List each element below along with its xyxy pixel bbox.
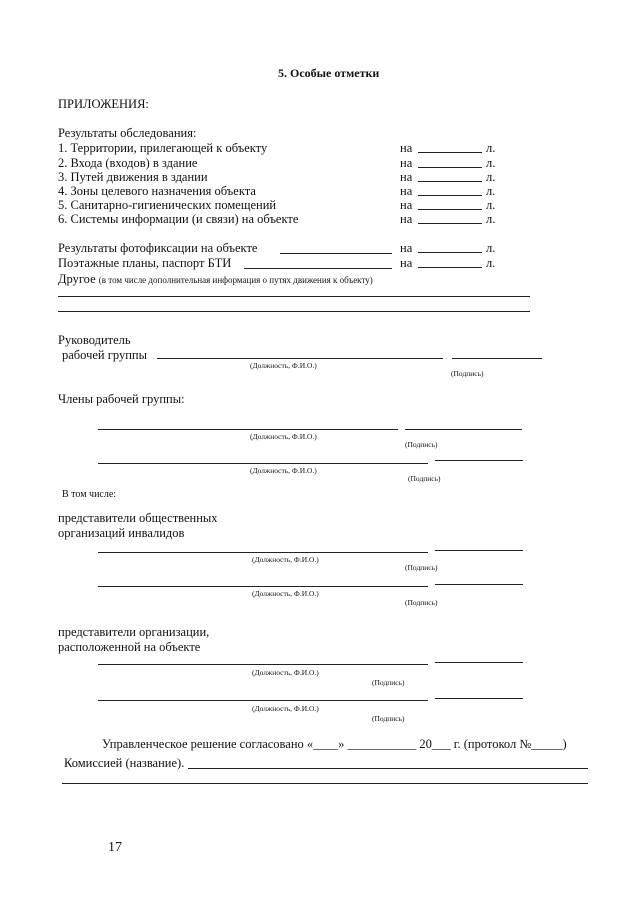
sheets-label: л.	[486, 184, 496, 198]
leader-label-1: Руководитель	[58, 333, 131, 347]
na-label: на	[400, 241, 413, 255]
other-label	[58, 272, 373, 287]
photo-results-row	[58, 241, 578, 256]
commission-field[interactable]	[188, 768, 588, 769]
position-caption: (Должность, Ф.И.О.)	[252, 668, 319, 677]
org-reps-label-1: представители организации,	[58, 625, 210, 639]
signature-caption: (Подпись)	[405, 598, 438, 607]
na-label: на	[400, 256, 413, 270]
including-label: В том числе:	[62, 489, 117, 500]
public-rep-position-field[interactable]	[98, 586, 428, 587]
survey-item-row	[58, 212, 578, 227]
appendices-heading: ПРИЛОЖЕНИЯ:	[58, 97, 149, 111]
survey-item-row	[58, 141, 578, 156]
signature-caption: (Подпись)	[372, 714, 405, 723]
org-rep-signature-field[interactable]	[435, 698, 523, 699]
na-label: на	[400, 141, 413, 155]
signature-caption: (Подпись)	[372, 678, 405, 687]
other-label-text: Другое	[58, 272, 96, 286]
org-rep-signature-field[interactable]	[435, 662, 523, 663]
survey-item-label: 1. Территории, прилегающей к объекту	[58, 141, 268, 155]
member-signature-field[interactable]	[435, 460, 523, 461]
position-caption: (Должность, Ф.И.О.)	[250, 432, 317, 441]
sheets-count-field[interactable]	[418, 267, 482, 268]
public-rep-signature-field[interactable]	[435, 550, 523, 551]
public-rep-signature-field[interactable]	[435, 584, 523, 585]
position-caption: (Должность, Ф.И.О.)	[250, 466, 317, 475]
page-number: 17	[108, 840, 122, 855]
sheets-count-field[interactable]	[418, 209, 482, 210]
na-label: на	[400, 170, 413, 184]
member-position-field[interactable]	[98, 429, 398, 430]
na-label: на	[400, 156, 413, 170]
org-reps-label-2: расположенной на объекте	[58, 640, 201, 654]
leader-position-field[interactable]	[157, 358, 443, 359]
survey-item-row	[58, 184, 578, 199]
survey-item-row	[58, 198, 578, 213]
sheets-label: л.	[486, 156, 496, 170]
member-signature-field[interactable]	[405, 429, 522, 430]
member-position-field[interactable]	[98, 463, 428, 464]
leader-label-2: рабочей группы	[62, 348, 147, 362]
sheets-count-field[interactable]	[418, 195, 482, 196]
survey-item-label: 5. Санитарно-гигиенических помещений	[58, 198, 277, 212]
position-caption: (Должность, Ф.И.О.)	[250, 361, 317, 370]
photo-results-label: Результаты фотофиксации на объекте	[58, 241, 258, 255]
public-rep-position-field[interactable]	[98, 552, 428, 553]
survey-item-label: 2. Входа (входов) в здание	[58, 156, 198, 170]
floor-plans-row	[58, 256, 578, 271]
sheets-label: л.	[486, 212, 496, 226]
sheets-count-field[interactable]	[418, 181, 482, 182]
signature-caption: (Подпись)	[405, 563, 438, 572]
sheets-count-field[interactable]	[418, 152, 482, 153]
floor-plans-field[interactable]	[244, 268, 392, 269]
public-reps-label-2: организаций инвалидов	[58, 526, 185, 540]
survey-item-label: 3. Путей движения в здании	[58, 170, 208, 184]
position-caption: (Должность, Ф.И.О.)	[252, 589, 319, 598]
signature-caption: (Подпись)	[408, 474, 441, 483]
commission-field-line-2[interactable]	[62, 783, 588, 784]
sheets-label: л.	[486, 241, 496, 255]
sheets-label: л.	[486, 256, 496, 270]
survey-results-heading: Результаты обследования:	[58, 126, 197, 140]
survey-item-row	[58, 156, 578, 171]
survey-item-label: 4. Зоны целевого назначения объекта	[58, 184, 256, 198]
signature-caption: (Подпись)	[405, 440, 438, 449]
sheets-count-field[interactable]	[418, 223, 482, 224]
org-rep-position-field[interactable]	[98, 700, 428, 701]
leader-signature-field[interactable]	[452, 358, 542, 359]
position-caption: (Должность, Ф.И.О.)	[252, 704, 319, 713]
other-field-line-2[interactable]	[58, 311, 530, 312]
commission-label: Комиссией (название).	[64, 756, 185, 770]
survey-item-row	[58, 170, 578, 185]
na-label: на	[400, 184, 413, 198]
floor-plans-label: Поэтажные планы, паспорт БТИ	[58, 256, 232, 270]
section-title: 5. Особые отметки	[278, 66, 380, 80]
na-label: на	[400, 198, 413, 212]
other-field-line-1[interactable]	[58, 296, 530, 297]
sheets-label: л.	[486, 198, 496, 212]
position-caption: (Должность, Ф.И.О.)	[252, 555, 319, 564]
sheets-count-field[interactable]	[418, 167, 482, 168]
sheets-count-field[interactable]	[418, 252, 482, 253]
public-reps-label-1: представители общественных	[58, 511, 218, 525]
decision-text: Управленческое решение согласовано «____» ___________ 20___ г. (протокол №_____)	[102, 737, 567, 751]
signature-caption: (Подпись)	[451, 369, 484, 378]
members-heading: Члены рабочей группы:	[58, 392, 185, 406]
other-note: (в том числе дополнительная информация о путях движения к объекту)	[98, 275, 373, 285]
sheets-label: л.	[486, 141, 496, 155]
sheets-label: л.	[486, 170, 496, 184]
survey-item-label: 6. Системы информации (и связи) на объекте	[58, 212, 299, 226]
na-label: на	[400, 212, 413, 226]
org-rep-position-field[interactable]	[98, 664, 428, 665]
photo-results-field[interactable]	[280, 253, 392, 254]
